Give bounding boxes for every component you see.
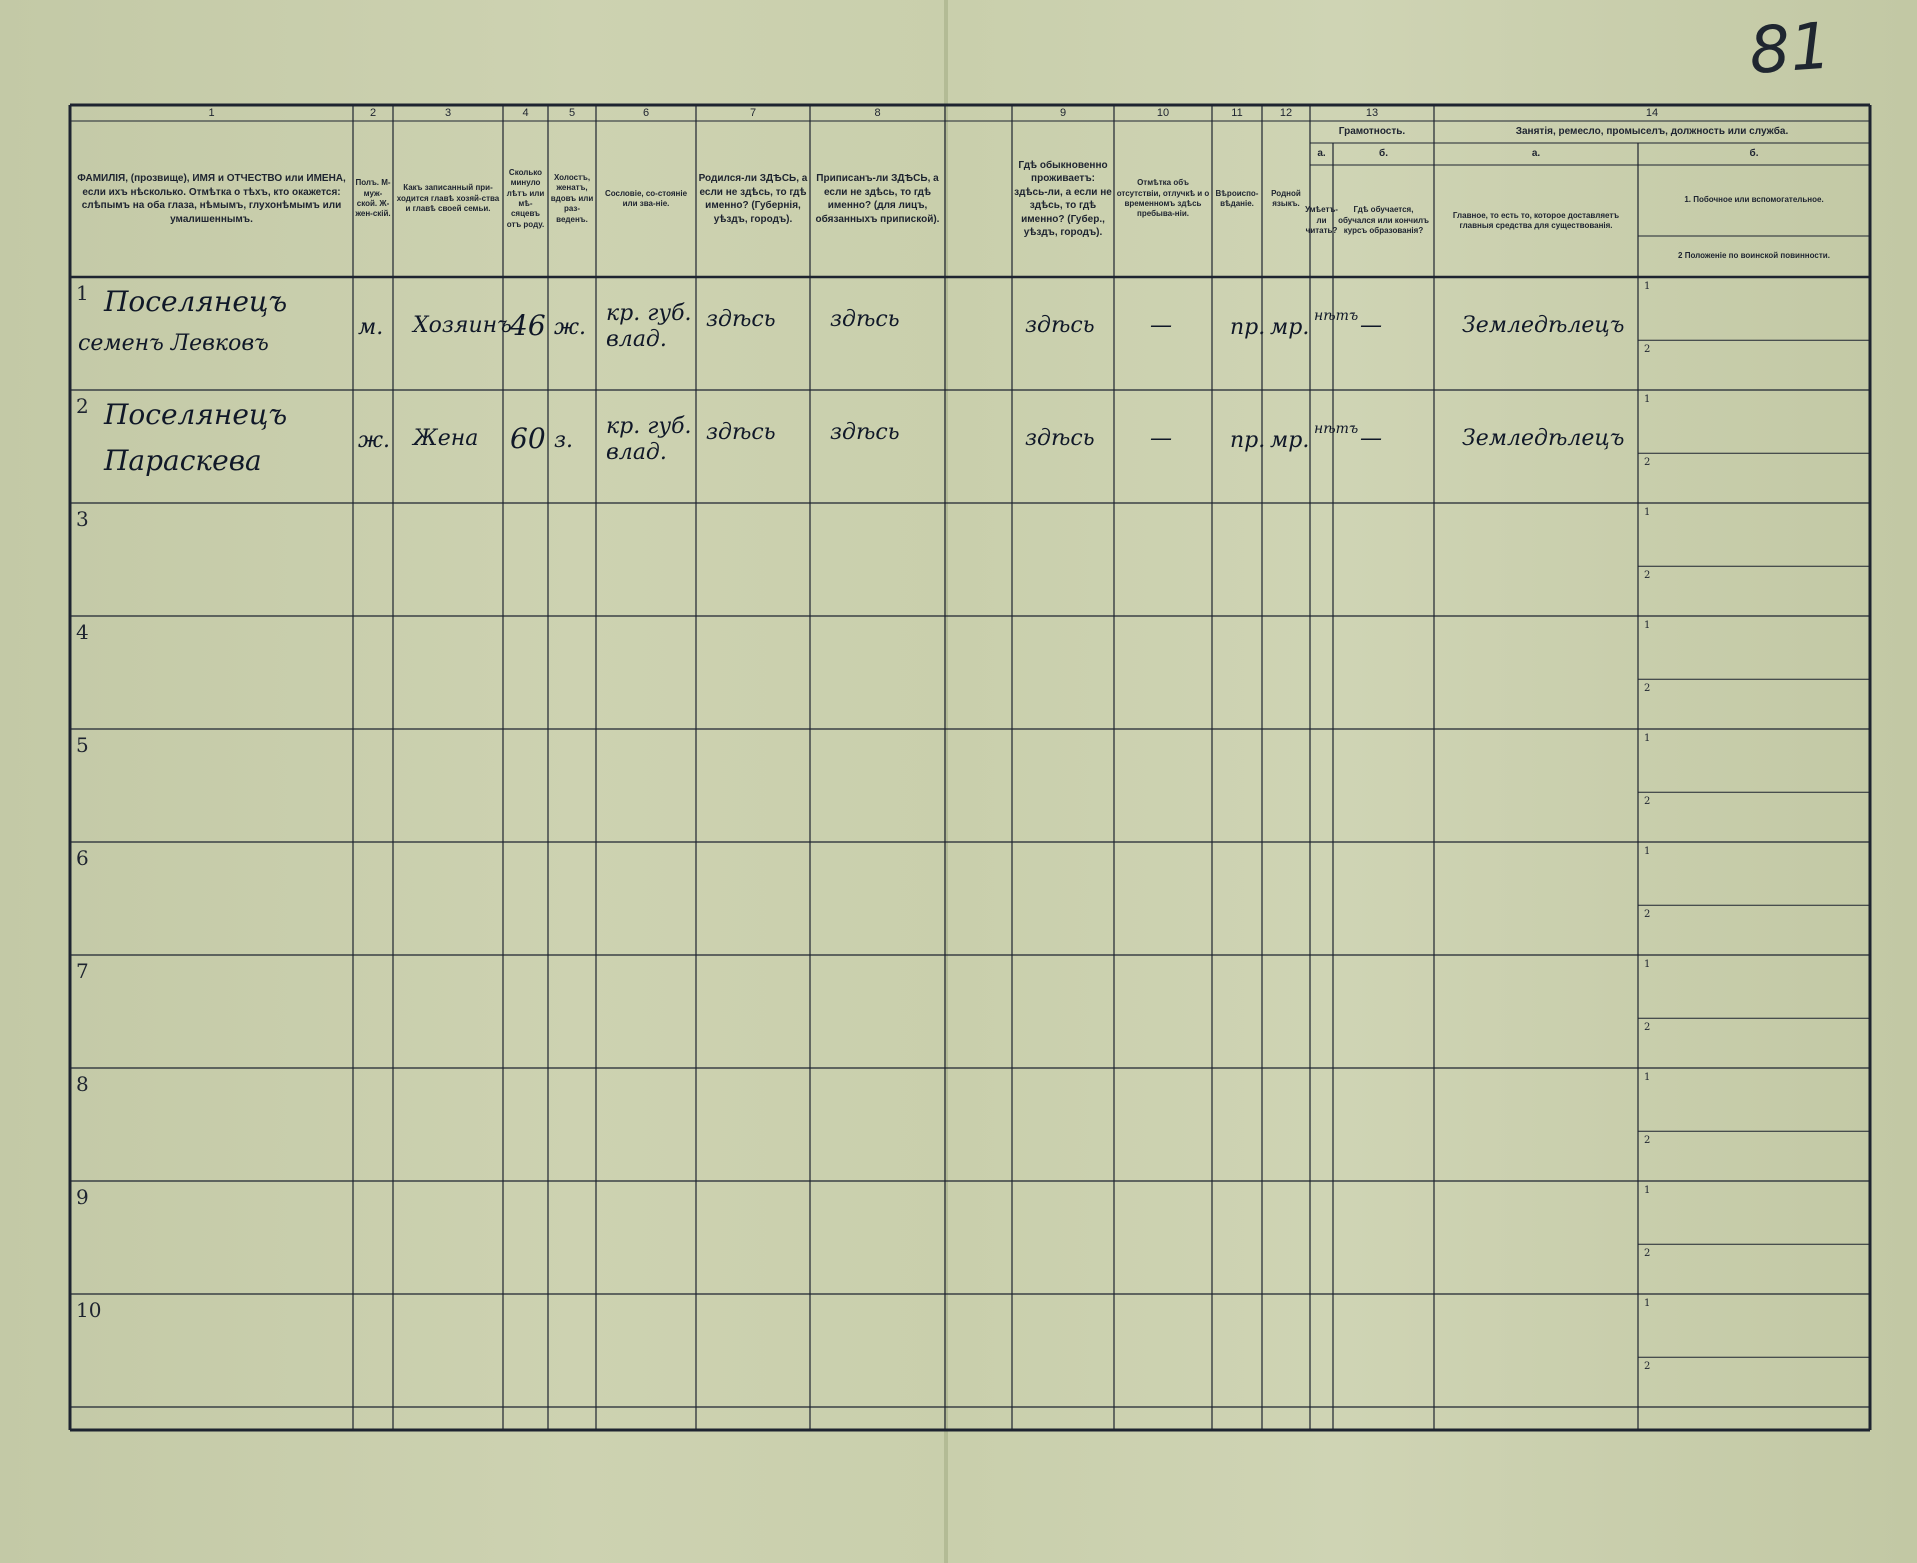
column-number-9: 9 (1059, 107, 1067, 119)
column-number-5: 5 (568, 107, 576, 119)
sub-row-label: 1 (1644, 620, 1651, 631)
row-number: 3 (76, 507, 89, 531)
entry-marital: ж. (554, 315, 587, 340)
sub-row-label: 2 (1644, 570, 1651, 582)
row-number: 6 (76, 846, 89, 870)
column-header-10: Отмѣтка объ отсутствіи, отлучкѣ и о временномъ здѣсь пребыва-ніи. (1116, 178, 1210, 219)
sub-row-label: 1 (1644, 959, 1651, 970)
column-subheader-13a: Умѣетъ-ли читать? (1305, 205, 1338, 236)
row-number: 7 (76, 959, 89, 983)
entry-occupation: Земледѣлецъ (1462, 426, 1625, 451)
entry-marital: з. (554, 428, 573, 453)
row-number: 9 (76, 1185, 89, 1209)
entry-sex: м. (358, 315, 384, 340)
entry-school: — (1360, 313, 1382, 338)
sub-row-label: 1 (1644, 733, 1651, 744)
sub-row-label: 2 (1644, 457, 1651, 469)
entry-absence: — (1150, 426, 1172, 451)
row-number: 8 (76, 1072, 89, 1096)
sub-row-label: 1 (1644, 507, 1651, 518)
sub-row-label: 2 (1644, 796, 1651, 808)
column-sub-letter-13-1: б. (1379, 148, 1388, 160)
entry-reads: нѣтъ (1314, 421, 1359, 437)
column-sub-letter-14-1: б. (1749, 148, 1759, 160)
entry-surname: Поселянецъ (104, 285, 288, 318)
column-header-14: Занятія, ремесло, промыселъ, должность или служба. (1515, 126, 1789, 138)
sub-row-label: 1 (1644, 1298, 1651, 1309)
entry-estate-2: влад. (606, 440, 667, 465)
entry-estate-2: влад. (606, 327, 667, 352)
column-header-6: Сословіе, со-стояніе или зва-ніе. (604, 188, 688, 208)
row-number: 2 (76, 394, 89, 418)
sub-row-label: 1 (1644, 281, 1651, 292)
form-grid (70, 105, 1870, 1430)
column-number-6: 6 (642, 107, 650, 119)
row-number: 4 (76, 620, 89, 644)
column-sub-letter-13-0: а. (1317, 148, 1326, 160)
entry-language: мр. (1270, 428, 1310, 453)
entry-resides: здѣсь (1025, 426, 1095, 451)
column-header-4: Сколько минуло лѣтъ или мѣ-сяцевъ отъ роду. (506, 167, 545, 229)
row-number: 1 (76, 281, 89, 305)
column-header-3: Какъ записанный при-ходится главѣ хозяй-ства и главѣ своей семьи. (396, 183, 500, 214)
column-subheader-14a: Главное, то есть то, которое доставляетъ главныя средства для существованія. (1452, 210, 1620, 230)
entry-school: — (1360, 426, 1382, 451)
page-number: 81 (1746, 9, 1834, 90)
entry-given-name: Параскева (104, 444, 262, 477)
row-number: 10 (76, 1298, 102, 1322)
entry-age: 46 (510, 309, 546, 342)
column-number-11: 11 (1231, 107, 1243, 119)
sub-row-label: 1 (1644, 394, 1651, 405)
entry-born: здѣсь (706, 307, 776, 332)
column-header-9: Гдѣ обыкновенно проживаетъ: здѣсь-ли, а если не здѣсь, то гдѣ именно? (Губер., уѣздъ, городъ). (1014, 159, 1112, 238)
column-number-1: 1 (208, 107, 215, 119)
entry-given-name: семенъ Левковъ (78, 331, 269, 356)
sub-row-label: 2 (1644, 344, 1651, 356)
column-subheader-13b: Гдѣ обучается, обучался или кончилъ курсъ образованія? (1338, 205, 1429, 236)
column-header-5: Холостъ, женатъ, вдовъ или раз-веденъ. (550, 173, 594, 224)
column-number-13: 13 (1365, 107, 1379, 119)
entry-estate: кр. губ. (606, 414, 692, 439)
entry-age: 60 (510, 422, 546, 455)
sub-row-label: 2 (1644, 1135, 1651, 1147)
entry-registered: здѣсь (830, 420, 900, 445)
entry-resides: здѣсь (1025, 313, 1095, 338)
entry-religion: пр. (1230, 315, 1266, 340)
sub-row-label: 2 (1644, 909, 1651, 921)
row-number: 5 (76, 733, 89, 757)
sub-row-label: 1 (1644, 846, 1651, 857)
entry-surname: Поселянецъ (104, 398, 288, 431)
column-subheader-14b-2: 2 Положеніе по воинской повинности. (1678, 251, 1830, 261)
column-header-7: Родился-ли ЗДѢСЬ, а если не здѣсь, то гдѣ именно? (Губернія, уѣздъ, городъ). (698, 173, 808, 225)
column-number-4: 4 (522, 107, 529, 119)
entry-absence: — (1150, 313, 1172, 338)
entry-estate: кр. губ. (606, 301, 692, 326)
column-subheader-14b-1: 1. Побочное или вспомогательное. (1684, 195, 1824, 205)
entry-language: мр. (1270, 315, 1310, 340)
entry-relation: Жена (413, 426, 479, 451)
entry-occupation: Земледѣлецъ (1462, 313, 1625, 338)
census-form (70, 105, 1870, 1430)
entry-relation: Хозяинъ (413, 313, 512, 338)
column-number-10: 10 (1156, 107, 1170, 119)
column-number-7: 7 (749, 107, 757, 119)
column-number-2: 2 (369, 107, 377, 119)
column-header-13: Грамотность. (1338, 126, 1406, 138)
entry-born: здѣсь (706, 420, 776, 445)
column-number-8: 8 (874, 107, 881, 119)
sub-row-label: 1 (1644, 1185, 1651, 1196)
column-header-12: Родной языкъ. (1271, 188, 1301, 208)
column-number-12: 12 (1279, 107, 1293, 119)
entry-religion: пр. (1230, 428, 1266, 453)
entry-reads: нѣтъ (1314, 308, 1359, 324)
sub-row-label: 2 (1644, 683, 1651, 695)
column-header-8: Приписанъ-ли ЗДѢСЬ, а если не здѣсь, то гдѣ именно? (для лицъ, обязанныхъ припиской). (815, 173, 940, 225)
column-header-11: Вѣроиспо-вѣданіе. (1215, 188, 1259, 208)
column-number-3: 3 (444, 107, 452, 119)
column-number-14: 14 (1645, 107, 1659, 119)
column-header-2: Полъ. М-муж-ской. Ж-жен-скій. (355, 178, 391, 219)
entry-registered: здѣсь (830, 307, 900, 332)
column-sub-letter-14-0: а. (1531, 148, 1541, 160)
sub-row-label: 1 (1644, 1072, 1651, 1083)
sub-row-label: 2 (1644, 1022, 1651, 1034)
column-header-1: ФАМИЛІЯ, (прозвище), ИМЯ и ОТЧЕСТВО или ИМЕНА, если ихъ нѣсколько. Отмѣтка о тѣхъ, кто окажется: слѣпымъ на оба глаза, нѣмымъ, глухонѣмымъ или умалишеннымъ. (77, 173, 346, 225)
sub-row-label: 2 (1644, 1248, 1651, 1260)
entry-sex: ж. (358, 428, 391, 453)
sub-row-label: 2 (1644, 1361, 1651, 1373)
